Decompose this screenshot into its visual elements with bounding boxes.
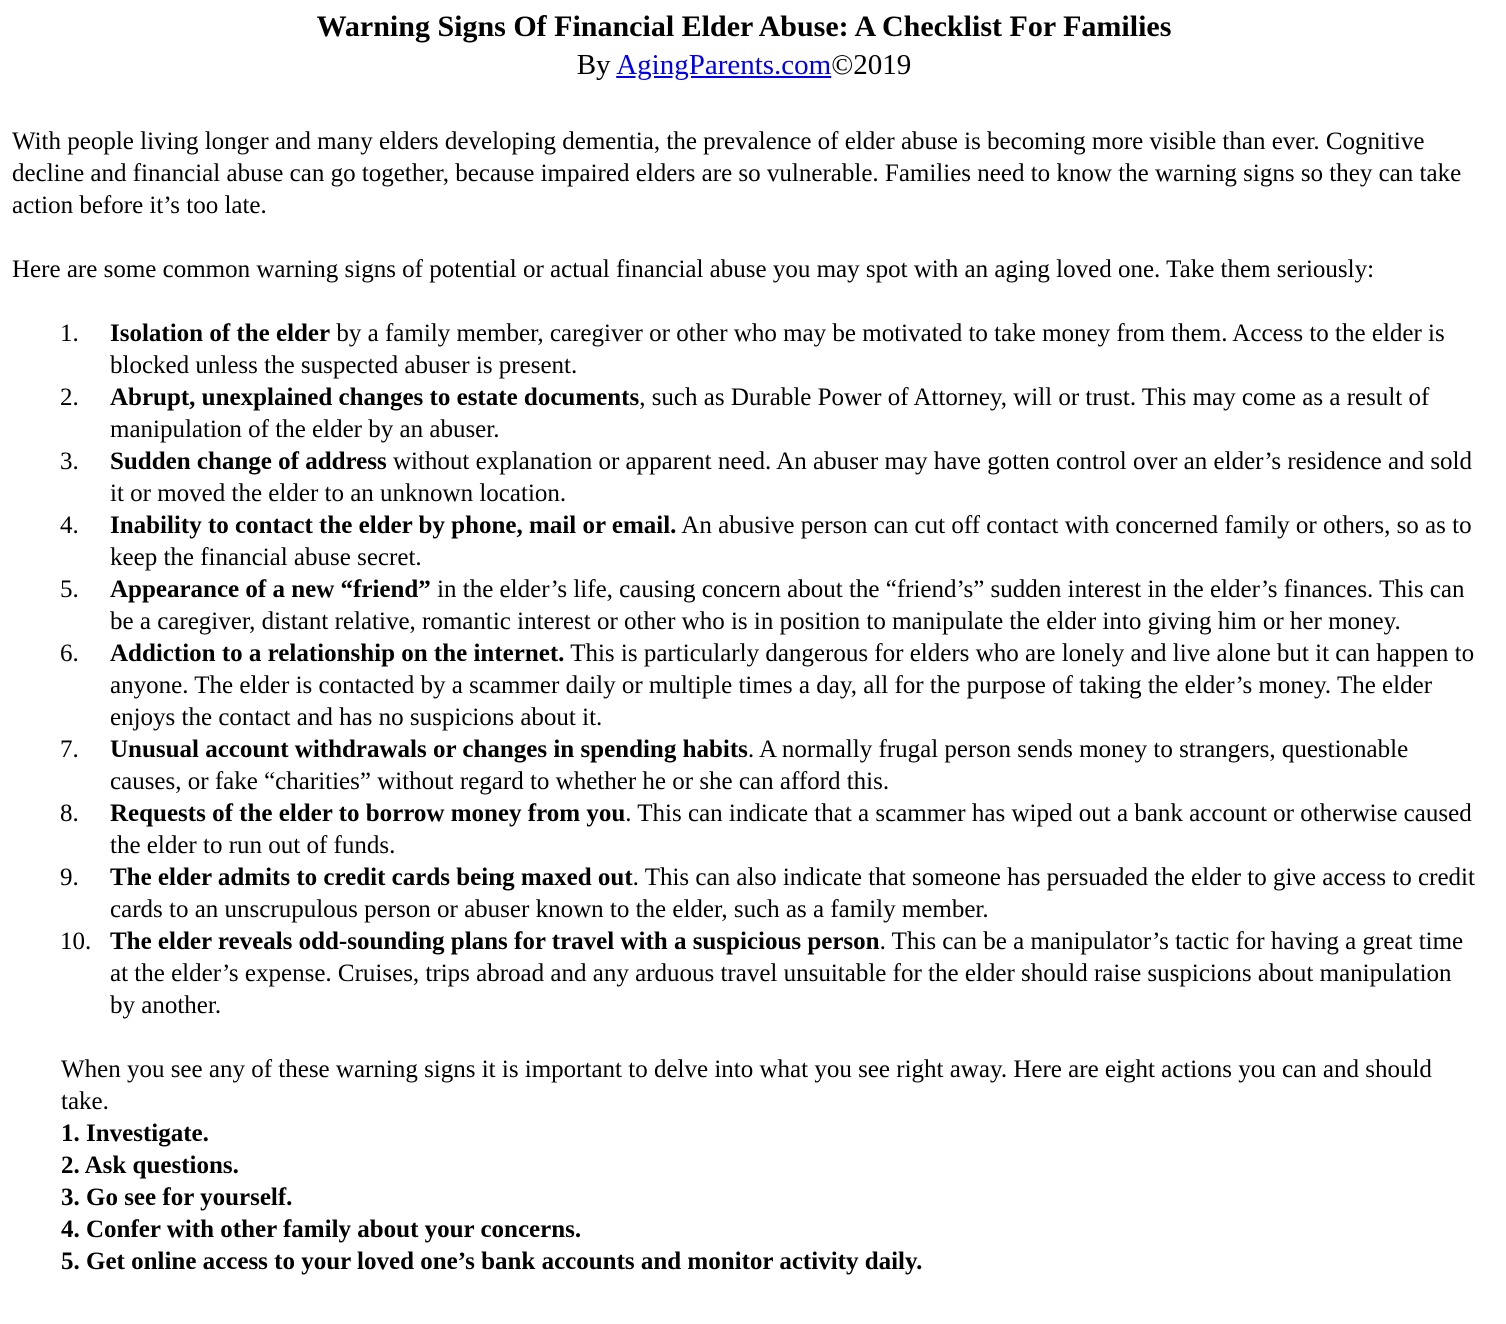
action-item: 3. Go see for yourself. xyxy=(61,1184,293,1211)
item-heading: The elder admits to credit cards being maxed out xyxy=(110,864,633,891)
item-heading: Addiction to a relationship on the internet. xyxy=(110,640,565,667)
item-text: in the elder’s life, causing concern about the “friend’s” sudden interest in the elder’s finances. This can be a caregiver, distant relative, romantic interest or other who is in position to manipulate the elder into giving him or her money. xyxy=(110,576,1465,635)
item-number: 5. xyxy=(60,576,79,603)
action-item: 4. Confer with other family about your concerns. xyxy=(61,1216,582,1243)
item-heading: Sudden change of address xyxy=(110,448,387,475)
item-heading: Unusual account withdrawals or changes in spending habits xyxy=(110,736,748,763)
item-text: . This can be a manipulator’s tactic for having a great time at the elder’s expense. Cruises, trips abroad and any arduous travel unsuitable for the elder should raise suspicions about manipulation by another. xyxy=(110,928,1464,1019)
action-item: 5. Get online access to your loved one’s bank accounts and monitor activity daily. xyxy=(61,1248,923,1275)
actions-section xyxy=(12,1054,1476,1278)
item-heading: Isolation of the elder xyxy=(110,320,331,347)
item-text: . A normally frugal person sends money to strangers, questionable causes, or fake “charities” without regard to whether he or she can afford this. xyxy=(110,736,1409,795)
item-heading: Inability to contact the elder by phone, mail or email. xyxy=(110,512,677,539)
lead-paragraph: Here are some common warning signs of potential or actual financial abuse you may spot with an aging loved one. Take them seriously: xyxy=(12,256,1375,283)
item-heading: The elder reveals odd-sounding plans for travel with a suspicious person xyxy=(110,928,880,955)
action-item: 1. Investigate. xyxy=(61,1120,209,1147)
item-number: 3. xyxy=(60,448,79,475)
item-number: 1. xyxy=(60,320,79,347)
list-item xyxy=(60,638,1476,734)
byline-copyright: ©2019 xyxy=(831,49,912,81)
list-item xyxy=(60,382,1476,446)
item-number: 8. xyxy=(60,800,79,827)
warning-signs-list xyxy=(12,318,1476,1022)
item-text: This is particularly dangerous for elders who are lonely and live alone but it can happen to anyone. The elder is contacted by a scammer daily or multiple times a day, all for the purpose of taking the elder’s money. The elder enjoys the contact and has no suspicions about it. xyxy=(110,640,1475,731)
item-text: An abusive person can cut off contact with concerned family or others, so as to keep the financial abuse secret. xyxy=(110,512,1472,571)
item-heading: Abrupt, unexplained changes to estate documents xyxy=(110,384,640,411)
item-text: by a family member, caregiver or other who may be motivated to take money from them. Access to the elder is blocked unless the suspected abuser is present. xyxy=(110,320,1445,379)
item-number: 2. xyxy=(60,384,79,411)
list-item xyxy=(60,862,1476,926)
list-item xyxy=(60,446,1476,510)
item-number: 9. xyxy=(60,864,79,891)
document-title: Warning Signs Of Financial Elder Abuse: A Checklist For Families xyxy=(316,10,1172,43)
item-text: without explanation or apparent need. An abuser may have gotten control over an elder’s residence and sold it or moved the elder to an unknown location. xyxy=(110,448,1472,507)
agingparents-link[interactable]: AgingParents.com xyxy=(616,49,832,81)
list-item xyxy=(60,734,1476,798)
item-text: . This can also indicate that someone has persuaded the elder to give access to credit cards to an unscrupulous person or abuser known to the elder, such as a family member. xyxy=(110,864,1475,923)
item-number: 4. xyxy=(60,512,79,539)
item-number: 10. xyxy=(60,928,92,955)
item-heading: Appearance of a new “friend” xyxy=(110,576,431,603)
byline-prefix: By xyxy=(576,49,617,81)
item-heading: Requests of the elder to borrow money from you xyxy=(110,800,626,827)
item-text: . This can indicate that a scammer has wiped out a bank account or otherwise caused the elder to run out of funds. xyxy=(110,800,1472,859)
byline xyxy=(12,46,1476,84)
list-item xyxy=(60,510,1476,574)
list-item xyxy=(60,318,1476,382)
actions-intro: When you see any of these warning signs it is important to delve into what you see right away. Here are eight actions you can and should take. xyxy=(61,1056,1432,1115)
intro-paragraph: With people living longer and many elders developing dementia, the prevalence of elder abuse is becoming more visible than ever. Cognitive decline and financial abuse can go together, because impaired elders are so vulnerable. Families need to know the warning signs so they can take action before it’s too late. xyxy=(12,128,1462,219)
item-number: 6. xyxy=(60,640,79,667)
list-item xyxy=(60,926,1476,1022)
item-number: 7. xyxy=(60,736,79,763)
list-item xyxy=(60,798,1476,862)
item-text: , such as Durable Power of Attorney, will or trust. This may come as a result of manipulation of the elder by an abuser. xyxy=(110,384,1430,443)
list-item xyxy=(60,574,1476,638)
action-item: 2. Ask questions. xyxy=(61,1152,239,1179)
